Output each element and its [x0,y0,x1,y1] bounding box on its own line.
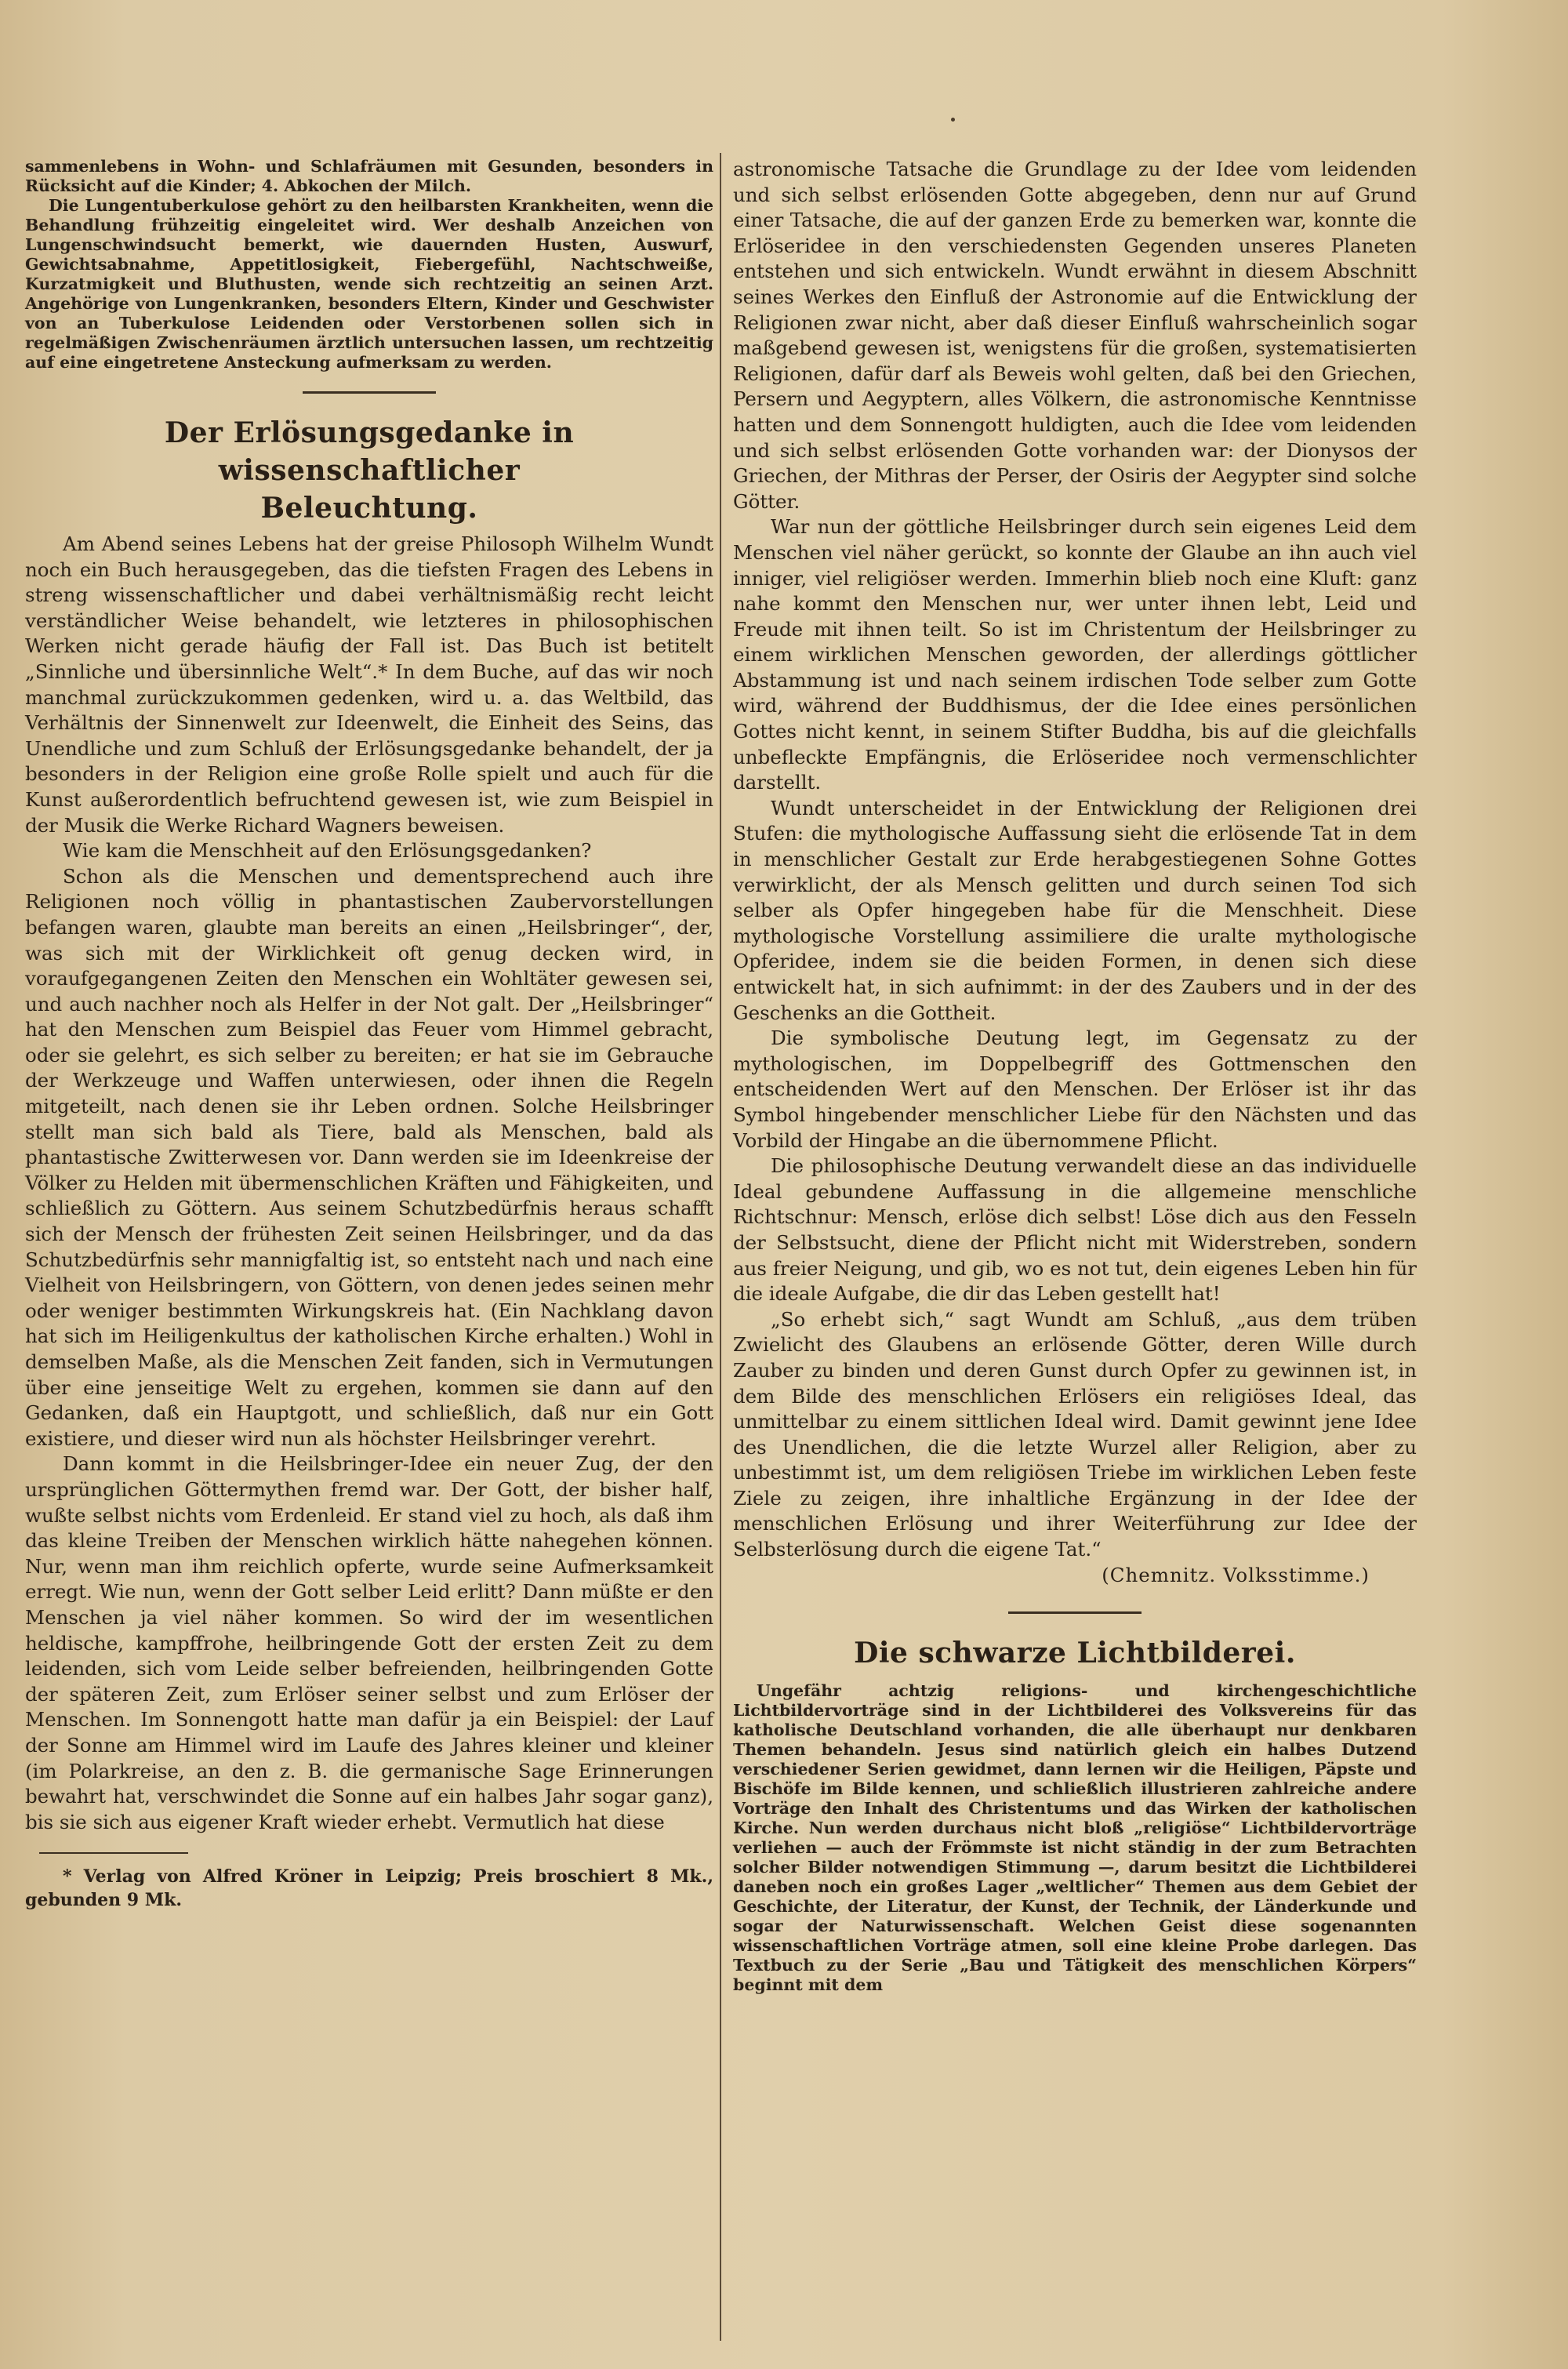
article-title-line2: Beleuchtung. [260,492,478,525]
print-dot [951,118,955,122]
source-signature: (Chemnitz. Volksstimme.) [1102,1563,1370,1586]
article-paragraph: astronomische Tatsache die Grundlage zu der Idee vom leidenden und sich selbst erlösenden Gotte abgegeben, denn nur auf Grund einer Tatsache, die auf der ganzen Erde zu bemerken war, konnte die Erlöseridee in den verschiedensten Gegenden unseres Planeten entstehen und sich entwickeln. Wundt erwähnt in diesem Abschnitt seines Werkes den Einfluß der Astronomie auf die Entwicklung der Religionen zwar nicht, aber daß dieser Einfluß wahrscheinlich sogar maßgebend gewesen ist, wenigstens für die großen, systematisierten Religionen, dafür darf als Beweis wohl gelten, daß bei den Griechen, Persern und Aegyptern, alles Völkern, die astronomische Kenntnisse hatten und dem Sonnengott huldigten, auch die Idee vom leidenden und sich selbst erlösenden Gotte vorhanden war: der Dionysos der Griechen, der Mithras der Perser, der Osiris der Aegypter sind solche Götter. [733,158,1417,513]
signature-line [733,1563,1417,1589]
footnote-rule [39,1852,188,1854]
article-paragraph: Die philosophische Deutung verwandelt diese an das individuelle Ideal gebundene Auffassung in die allgemeine menschliche Richtschnur: Mensch, erlöse dich selbst! Löse dich aus den Fesseln der Selbstsucht, diene der Pflicht nicht mit Widerstreben, sondern aus freier Neigung, und gib, wo es not tut, dein eigenes Leben hin für die ideale Aufgabe, die dir das Leben gestellt hat! [733,1154,1417,1306]
top-fragment: sammenlebens in Wohn- und Schlafräumen mit Gesunden, besonders in Rücksicht auf die Kinder; 4. Abkochen der Milch. [25,157,713,195]
column-divider [720,153,721,2341]
article-paragraph: Wie kam die Menschheit auf den Erlösungsgedanken? [63,839,592,863]
article-paragraph: Wundt unterscheidet in der Entwicklung der Religionen drei Stufen: die mythologische Auffassung sieht die erlösende Tat in dem in menschlicher Gestalt zur Erde herabgestiegenen Sohne Gottes verwirklicht, der als Mensch gelitten und durch seinen Tod sich selber als Opfer hingegeben habe für die Menschheit. Diese mythologische Vorstellung assimiliere die uralte mythologische Opferidee, indem sie die beiden Formen, in denen sich diese entwickelt hat, in sich aufnimmt: in der des Zaubers und in der des Geschenks an die Gottheit. [733,796,1417,1024]
footnote: * Verlag von Alfred Kröner in Leipzig; Preis broschiert 8 Mk., gebunden 9 Mk. [25,1866,713,1911]
article-paragraph: Die symbolische Deutung legt, im Gegensatz zu der mythologischen, im Doppelbegriff des Gottmenschen den entscheidenden Wert auf den Menschen. Der Erlöser ist ihr das Symbol hingebender menschlicher Liebe für den Nächsten und das Vorbild der Hingabe an die übernommene Pflicht. [733,1026,1417,1152]
article-paragraph: War nun der göttliche Heilsbringer durch sein eigenes Leid dem Menschen viel näher gerückt, so konnte der Glaube an ihn auch viel inniger, viel religiöser werden. Immerhin blieb noch eine Kluft: ganz nahe kommt den Menschen nur, wer unter ihnen lebt, Leid und Freude mit ihnen teilt. So ist im Christentum der Heilsbringer zu einem wirklichen Menschen geworden, der allerdings göttlicher Abstammung ist und nach seinem irdischen Tode selber zum Gotte wird, während der Buddhismus, der die Idee eines persönlichen Gottes nicht kennt, in seinem Stifter Buddha, bis auf die gleichfalls unbefleckte Empfängnis, die Erlöseridee noch vermenschlichter darstellt. [733,515,1417,794]
article-title [25,414,713,489]
tuberculosis-notice: Die Lungentuberkulose gehört zu den heilbarsten Krankheiten, wenn die Behandlung frühzeitig eingeleitet wird. Wer deshalb Anzeichen von Lungenschwindsucht bemerkt, wie dauernden Husten, Auswurf, Gewichtsabnahme, Appetitlosigkeit, Fiebergefühl, Nachtschweiße, Kurzatmigkeit und Bluthusten, wende sich rechtzeitig an seinen Arzt. Angehörige von Lungenkranken, besonders Eltern, Kinder und Geschwister von an Tuberkulose Leidenden oder Verstorbenen sollen sich in regelmäßigen Zwischenräumen ärztlich untersuchen lassen, um rechtzeitig auf eine eingetretene Ansteckung aufmerksam zu werden. [25,196,713,372]
article-paragraph: Am Abend seines Lebens hat der greise Philosoph Wilhelm Wundt noch ein Buch herausgegeben, das die tiefsten Fragen des Lebens in streng wissenschaftlicher und dabei verhältnismäßig recht leicht verständlicher Weise behandelt, wie letzteres in philosophischen Werken nicht gerade häufig der Fall ist. Das Buch ist betitelt „Sinnliche und übersinnliche Welt“.* In dem Buche, auf das wir noch manchmal zurückzukommen gedenken, wird u. a. das Weltbild, das Verhältnis der Sinnenwelt zur Ideenwelt, die Einheit des Seins, das Unendliche und zum Schluß der Erlösungsgedanke behandelt, der ja besonders in der Religion eine große Rolle spielt und auch für die Kunst außerordentlich befruchtend gewesen ist, wie zum Beispiel in der Musik die Werke Richard Wagners beweisen. [25,532,713,837]
left-column [25,157,713,1912]
article-paragraph: Schon als die Menschen und dementsprechend auch ihre Religionen noch völlig in phantastischen Zaubervorstellungen befangen waren, glaubte man bereits an einen „Heilsbringer“, der, was sich mit der Wirklichkeit oft genug decken wird, in voraufgegangenen Zeiten den Menschen ein Wohltäter gewesen sei, und auch nachher noch als Helfer in der Not galt. Der „Heilsbringer“ hat den Menschen zum Beispiel das Feuer vom Himmel gebracht, oder sie gelehrt, es sich selber zu bereiten; er hat sie im Gebrauche der Werkzeuge und Waffen unterwiesen, oder ihnen die Regeln mitgeteilt, nach denen sie ihr Leben ordnen. Solche Heilsbringer stellt man sich bald als Tiere, bald als Menschen, bald als phantastische Zwitterwesen vor. Dann werden sie im Ideenkreise der Völker zu Helden mit übermenschlichen Kräften und Fähigkeiten, und schließlich zu Göttern. Aus seinem Schutzbedürfnis heraus schafft sich der Mensch der frühesten Zeit seinen Heilsbringer, und da das Schutzbedürfnis sehr mannigfaltig ist, so entsteht nach und nach eine Vielheit von Heilsbringern, von Göttern, von denen jedes seinen mehr oder weniger bestimmten Wirkungskreis hat. (Ein Nachklang davon hat sich im Heiligenkultus der katholischen Kirche erhalten.) Wohl in demselben Maße, als die Menschen Zeit fanden, sich in Vermutungen über eine jenseitige Welt zu ergehen, kommen sie dann auf den Gedanken, daß ein Hauptgott, und schließlich, daß nur ein Gott existiere, und dieser wird nun als höchster Heilsbringer verehrt. [25,864,713,1450]
article-paragraph: „So erhebt sich,“ sagt Wundt am Schluß, „aus dem trüben Zwielicht des Glaubens an erlösende Götter, deren Wille durch Zauber zu binden und deren Gunst durch Opfer zu gewinnen ist, in dem Bilde des menschlichen Erlösers ein religiöses Ideal, das unmittelbar zu einem sittlichen Ideal wird. Damit gewinnt jene Idee des Unendlichen, die die letzte Wurzel aller Religion, aber zu unbestimmt ist, um dem religiösen Triebe im wirklichen Leben feste Ziele zu zeigen, ihre inhaltliche Ergänzung in der Idee der menschlichen Erlösung und ihrer Weiterführung zur Idee der Selbsterlösung durch die eigene Tat.“ [733,1307,1417,1561]
article2-text: Ungefähr achtzig religions- und kirchengeschichtliche Lichtbildervorträge sind in der Lichtbilderei des Volksvereins für das katholische Deutschland vorhanden, die alle überhaupt nur denkbaren Themen behandeln. Jesus sind natürlich gleich ein halbes Dutzend verschiedener Serien gewidmet, dann lernen wir die Heiligen, Päpste und Bischöfe im Bilde kennen, und schließlich illustrieren zahlreiche andere Vorträge den Inhalt des Christentums und das Wirken der katholischen Kirche. Nun werden durchaus nicht bloß „religiöse“ Lichtbildervorträge verliehen — auch der Frömmste ist nicht ständig in der zum Betrachten solcher Bilder notwendigen Stimmung —, darum besitzt die Lichtbilderei daneben noch ein großes Lager „weltlicher“ Themen aus dem Gebiet der Geschichte, der Literatur, der Kunst, der Technik, der Länderkunde und sogar der Naturwissenschaft. Welchen Geist diese sogenannten wissenschaftlichen Vorträge atmen, soll eine kleine Probe darlegen. Das Textbuch zu der Serie „Bau und Tätigkeit des menschlichen Körpers“ beginnt mit dem [733,1681,1417,1995]
article2-title: Die schwarze Lichtbilderei. [854,1637,1296,1670]
article-title-line1: Der Erlösungsgedanke in wissenschaftlicher [164,416,575,487]
right-column [733,157,1417,1995]
section-rule [303,391,436,394]
article-paragraph: Dann kommt in die Heilsbringer-Idee ein neuer Zug, der den ursprünglichen Göttermythen fremd war. Der Gott, der bisher half, wußte selbst nichts vom Erdenleid. Er stand viel zu hoch, als daß ihm das kleine Treiben der Menschen wirklich hätte nahegehen können. Nur, wenn man ihm reichlich opferte, wurde seine Aufmerksamkeit erregt. Wie nun, wenn der Gott selber Leid erlitt? Dann müßte er den Menschen ja viel näher kommen. So wird der im wesentlichen heldische, kampffrohe, heilbringende Gott der ersten Zeit zu dem leidenden, sich vom Leide selber befreienden, heilbringenden Gotte der späteren Zeit, zum Erlöser seiner selbst und zum Erlöser der Menschen. Im Sonnengott hatte man dafür ja ein Beispiel: der Lauf der Sonne am Himmel wird im Laufe des Jahres kleiner und kleiner (im Polarkreise, an den z. B. die germanische Sage Erinnerungen bewahrt hat, verschwindet die Sonne auf ein halbes Jahr sogar ganz), bis sie sich aus eigener Kraft wieder erhebt. Vermutlich hat diese [25,1452,713,1833]
section-rule [1008,1611,1142,1614]
article-title-continued [25,489,713,527]
